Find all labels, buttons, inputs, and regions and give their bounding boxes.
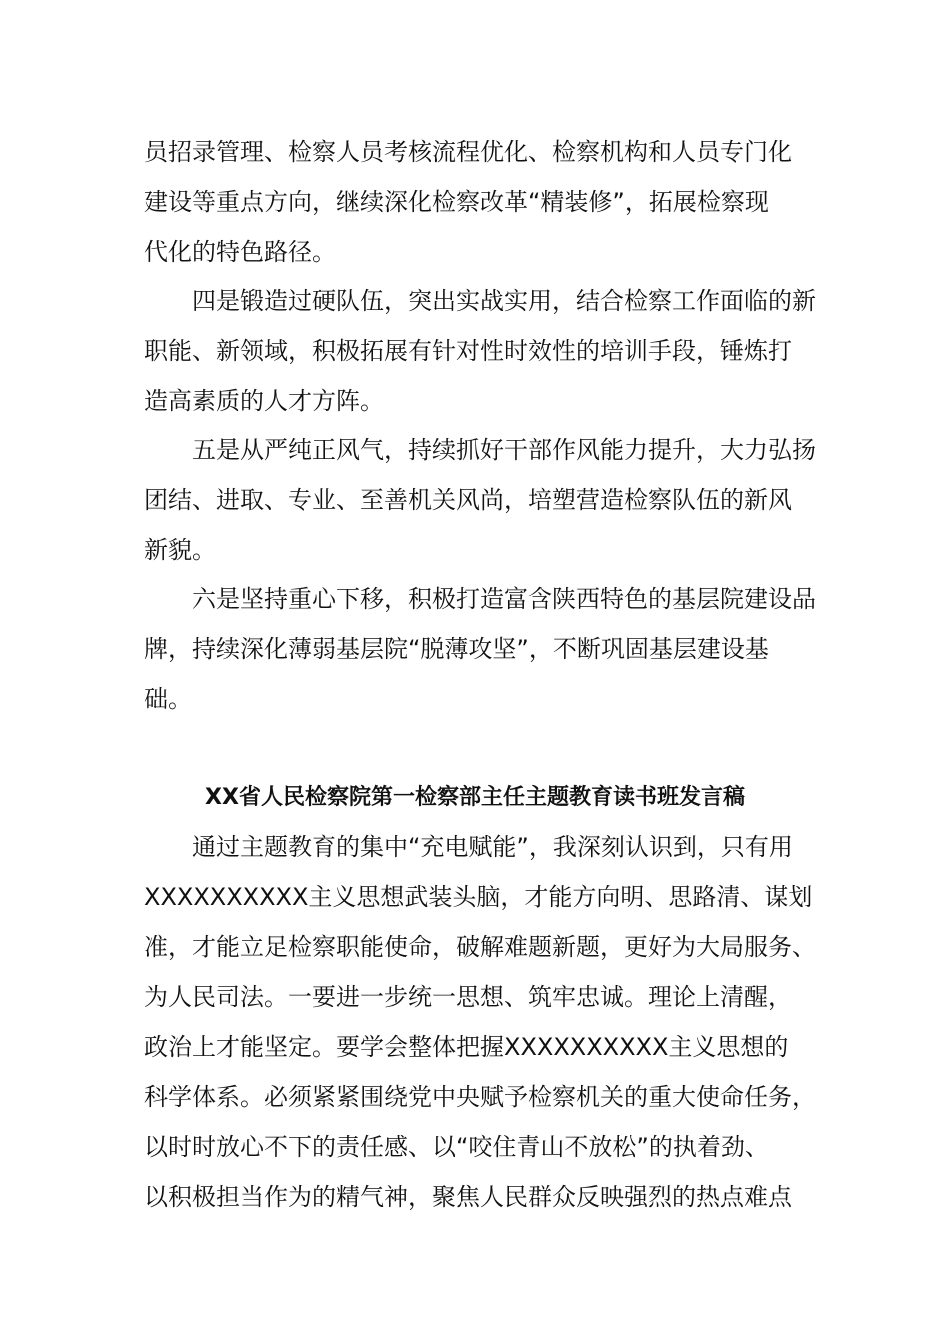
paragraph-five xyxy=(144,425,824,575)
speech-paragraph xyxy=(144,822,824,1222)
text-line: 础。 xyxy=(144,685,192,713)
text-line: 政治上才能坚定。要学会整体把握XXXXXXXXXX主义思想的 xyxy=(144,1033,789,1061)
text-line: 牌，持续深化薄弱基层院“脱薄攻坚”，不断巩固基层建设基 xyxy=(144,635,769,663)
text-line: 科学体系。必须紧紧围绕党中央赋予检察机关的重大使命任务， xyxy=(144,1083,816,1111)
text-line: 建设等重点方向，继续深化检察改革“精装修”，拓展检察现 xyxy=(144,188,769,216)
section-title: XX省人民检察院第一检察部主任主题教育读书班发言稿 xyxy=(205,785,745,810)
text-line: 代化的特色路径。 xyxy=(144,238,336,266)
text-line: 团结、进取、专业、至善机关风尚，培塑营造检察队伍的新风 xyxy=(144,486,792,514)
continuation-paragraph xyxy=(144,127,824,277)
text-line: 员招录管理、检察人员考核流程优化、检察机构和人员专门化 xyxy=(144,138,792,166)
text-line: 以时时放心不下的责任感、以“咬住青山不放松”的执着劲、 xyxy=(144,1133,769,1161)
text-line: XXXXXXXXXX主义思想武装头脑，才能方向明、思路清、谋划 xyxy=(144,883,813,911)
text-line: 新貌。 xyxy=(144,536,216,564)
text-line: 为人民司法。一要进一步统一思想、筑牢忠诚。理论上清醒， xyxy=(144,983,792,1011)
text-line: 准，才能立足检察职能使命，破解难题新题，更好为大局服务、 xyxy=(144,933,816,961)
paragraph-four xyxy=(144,276,824,426)
text-line: 通过主题教育的集中“充电赋能”，我深刻认识到，只有用 xyxy=(144,833,793,861)
paragraph-six xyxy=(144,574,824,724)
text-line: 以积极担当作为的精气神，聚焦人民群众反映强烈的热点难点 xyxy=(144,1183,792,1211)
text-line: 六是坚持重心下移，积极打造富含陕西特色的基层院建设品 xyxy=(144,585,816,613)
text-line: 造高素质的人才方阵。 xyxy=(144,387,384,415)
text-line: 四是锻造过硬队伍，突出实战实用，结合检察工作面临的新 xyxy=(144,287,816,315)
text-line: 职能、新领域，积极拓展有针对性时效性的培训手段，锤炼打 xyxy=(144,337,792,365)
text-line: 五是从严纯正风气，持续抓好干部作风能力提升，大力弘扬 xyxy=(144,436,816,464)
